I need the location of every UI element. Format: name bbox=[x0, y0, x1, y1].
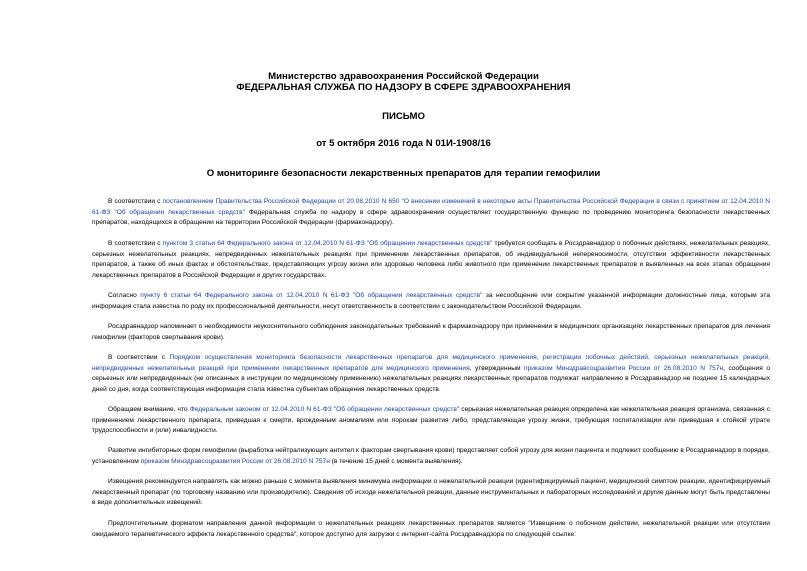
paragraph-2: В соответствии с пунктом 3 статьи 64 Федерального закона от 12.04.2010 N 61-ФЗ "Об обращении лекарственных средств" требуется сообщать в Росздравнадзор о побочных действиях, нежелательных реакциях, серьезных нежелательных реакциях, непредвиденных нежелательных реакциях при применении лекарственных препаратов, об индивидуальной непереносимости, отсутствии эффективности лекарственных препаратов, а также об иных фактах и обстоятельствах, представляющих угрозу жизни или здоровью человека либо животного при применении лекарственных препаратов и выявленных на всех этапах обращения лекарственных препаратов в Российской Федерации и других государствах. bbox=[92, 240, 770, 279]
paragraph-6: Обращаем внимание, что Федеральным законом от 12.04.2010 N 61-ФЗ "Об обращении лекарственных средств" серьезная нежелательная реакция определена как нежелательная реакция организма, связанная с применением лекарственного препарата, приведшая к смерти, врожденным аномалиям или порокам развития либо, представляющая угрозу жизни, требующая госпитализации или приведшая к стойкой утрате трудоспособности и (или) инвалидности. bbox=[92, 406, 770, 434]
paragraph-7: Развитие ингибиторных форм гемофилии (выработка нейтрализующих антител к факторам свертывания крови) представляет собой угрозу для жизни пациента и подлежит сообщению в Росздравнадзор в порядке, установленном приказом Минздравсоцразвития России от 26.08.2010 N 757н (в течение 15 дней с момента выявления). bbox=[92, 447, 770, 465]
document-title: О мониторинге безопасности лекарственных препаратов для терапии гемофилии bbox=[206, 168, 601, 179]
paragraph-1: В соответствии с постановлением Правительства Российской Федерации от 20.08.2010 N 650 "О внесении изменений в некоторые акты Правительства Российской Федерации в связи с принятием от 12.04.2010 N 61-ФЗ "Об обращении лекарственных средств" Федеральная служба по надзору в сфере здравоохранения осуществляет государственную функцию по проведению мониторинга безопасности лекарственных препаратов, находящихся в обращении на территории Российской Федерации (фармаконадзору). bbox=[92, 198, 771, 226]
link-article-64-p6[interactable]: пункту 6 статьи 64 Федерального закона от 12.04.2010 N 61-ФЗ "Об обращении лекарственных средств" bbox=[140, 292, 483, 299]
paragraph-5: В соответствии с Порядком осуществления мониторинга безопасности лекарственных препаратов для медицинского применения, регистрации побочных действий, серьезных нежелательных реакций, непредвиденных нежелательных реакций при применении лекарственных препаратов для медицинского применения, утвержденным приказом Минздравсоцразвития России от 26.08.2010 N 757н, сообщения о серьезных или непредвиденных (не описанных в инструкции по медицинскому применению) нежелательных реакциях лекарственных препаратов подлежат направлению в Росздравнадзор не позднее 15 календарных дней со дня, когда соответствующая информация стала известна субъектам обращения лекарственных средств. bbox=[92, 354, 770, 393]
paragraph-8: Извещения рекомендуется направлять как можно раньше с момента выявления минимума информации о нежелательной реакции (идентифицируемый пациент, медицинский симптом реакции, идентифицируемый лекарственный препарат (по торговому названию или производителю). Сведения об исходе нежелательной реакции, данные инструментальных и лабораторных исследований и другие данные могут быть представлены в виде дополнительных извещений. bbox=[92, 478, 770, 506]
link-resolution-650[interactable]: постановлением Правительства Российской Федерации от 20.08.2010 N 650 "О внесении изменений в некоторые акты Правительства Российской Федерации в связи с принятием от 12.04.2010 N 61-ФЗ "Об обращении лекарственных средств" bbox=[92, 198, 770, 216]
paragraph-9: Предпочтительным форматом направления данной информации о нежелательных реакциях лекарственных препаратов является "Извещение о побочном действии, нежелательной реакции или отсутствии ожидаемого терапевтического эффекта лекарственного средства", которое доступно для загрузки с интернет-сайта Росздравнадзора по следующей ссылке: bbox=[92, 520, 770, 538]
paragraph-4: Росздравнадзор напоминает о необходимости неукоснительного соблюдения законодательных требований к фармаконадзору при применении в медицинских организациях лекарственных препаратов для лечения гемофилии (факторов свертывания крови). bbox=[92, 323, 770, 341]
document-type: ПИСЬМО bbox=[382, 111, 425, 122]
paragraph-3: Согласно пункту 6 статьи 64 Федерального закона от 12.04.2010 N 61-ФЗ "Об обращении лекарственных средств" за несообщение или сокрытие указанной информации должностные лица, которым эта информация стала известна по роду их профессиональной деятельности, несут ответственность в соответствии с законодательством Российской Федерации. bbox=[92, 292, 770, 310]
document-date-number: от 5 октября 2016 года N 01И-1908/16 bbox=[316, 138, 491, 149]
service-name: ФЕДЕРАЛЬНАЯ СЛУЖБА ПО НАДЗОРУ В СФЕРЕ ЗДРАВООХРАНЕНИЯ bbox=[236, 82, 571, 93]
link-article-64-p3[interactable]: пунктом 3 статьи 64 Федерального закона от 12.04.2010 N 61-ФЗ "Об обращении лекарственных средств" bbox=[162, 240, 493, 247]
link-order-757n-2[interactable]: приказом Минздравсоцразвития России от 26.08.2010 N 757н bbox=[140, 457, 330, 465]
link-order-757n[interactable]: приказом Минздравсоцразвития России от 26.08.2010 N 757н bbox=[524, 364, 724, 372]
ministry-name: Министерство здравоохранения Российской Федерации bbox=[268, 71, 539, 82]
link-monitoring-procedure[interactable]: Порядком осуществления мониторинга безопасности лекарственных препаратов для медицинского применения, регистрации побочных действий, серьезных нежелательных реакций, непредвиденных нежелательных реакций при применении лекарственных препаратов для медицинского применения bbox=[92, 354, 770, 372]
link-federal-law-61fz[interactable]: Федеральным законом от 12.04.2010 N 61-ФЗ "Об обращении лекарственных средств" bbox=[189, 406, 460, 413]
